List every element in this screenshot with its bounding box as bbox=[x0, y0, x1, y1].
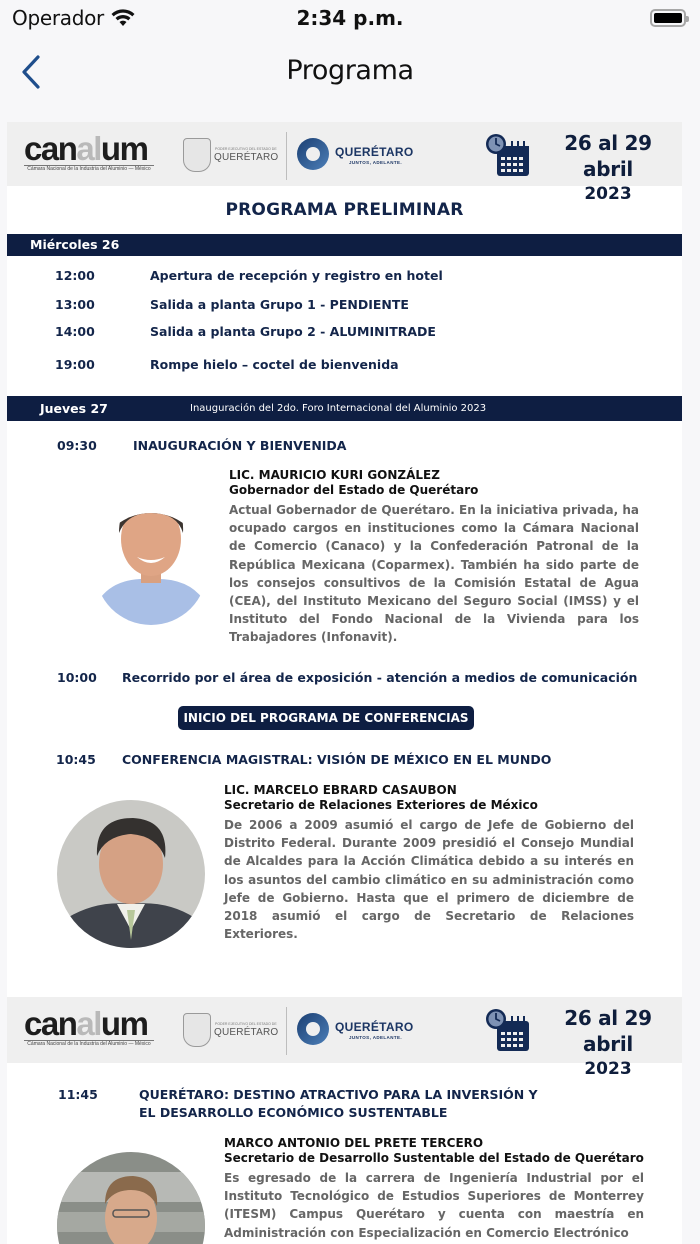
brand-header-page-2 bbox=[7, 997, 682, 1079]
crest-icon bbox=[183, 1013, 211, 1047]
status-bar bbox=[0, 0, 700, 36]
battery-full-icon bbox=[650, 9, 686, 27]
calendar-clock-icon bbox=[485, 132, 531, 178]
logo-divider bbox=[286, 132, 287, 180]
crest-icon bbox=[183, 138, 211, 172]
page-title: Programa bbox=[286, 55, 414, 86]
q-logo-icon bbox=[297, 1013, 329, 1045]
speaker-card-kuri: LIC. MAURICIO KURI GONZÁLEZ Gobernador del Estado de Querétaro Actual Gobernador de Querétaro. En la iniciativa privada, ha ocupado cargos en instituciones como la Cámara Nacional de Comercio (Canaco) y la Confederación Patronal de la República Mexicana (Coparmex). También ha sido parte de los consejos consultivos de la Comisión Estatal de Agua (CEA), del Instituto Mexicano del Seguro Social (IMSS) y el Instituto del Fondo Nacional de la Vivienda para los Trabajadores (Infonavit). bbox=[229, 468, 639, 645]
brand-header bbox=[7, 122, 682, 204]
q-logo-icon bbox=[297, 138, 329, 170]
speaker-card-delprete: MARCO ANTONIO DEL PRETE TERCERO Secretario de Desarrollo Sustentable del Estado de Querétaro Es egresado de la carrera de Ingeniería Industrial por el Instituto Tecnológico de Estudios Superiores de Monterrey (ITESM) Campus Querétaro y cuenta con maestría en Administración con Especialización en Comercio Electrónico bbox=[224, 1136, 644, 1240]
queretaro-government-logo: PODER EJECUTIVO DEL ESTADO DE QUERÉTARO bbox=[183, 138, 275, 172]
speaker-photo-delprete bbox=[57, 1152, 205, 1244]
speaker-photo-kuri bbox=[97, 487, 205, 635]
clock: 2:34 p.m. bbox=[296, 6, 404, 30]
day-header-thursday: Jueves 27 Inauguración del 2do. Foro Internacional del Aluminio 2023 bbox=[7, 396, 682, 421]
day-header-wednesday: Miércoles 26 bbox=[7, 234, 682, 256]
navigation-bar bbox=[0, 36, 700, 108]
speaker-photo-ebrard bbox=[57, 800, 205, 948]
conference-start-badge: INICIO DEL PROGRAMA DE CONFERENCIAS bbox=[178, 706, 474, 730]
event-dates: 26 al 29 abril 2023 bbox=[564, 1006, 652, 1079]
queretaro-brand-logo: QUERÉTARO JUNTOS, ADELANTE. bbox=[297, 1013, 427, 1049]
canalum-logo: canalum Cámara Nacional de la Industria del Aluminio — México bbox=[24, 134, 156, 174]
queretaro-government-logo: PODER EJECUTIVO DEL ESTADO DE QUERÉTARO bbox=[183, 1013, 275, 1047]
speaker-card-ebrard: LIC. MARCELO EBRARD CASAUBON Secretario de Relaciones Exteriores de México De 2006 a 2009 asumió el cargo de Jefe de Gobierno del Distrito Federal. Durante 2009 presidió el Consejo Mundial de Alcaldes para la Acción Climática debido a su interés en los asuntos del cambio climático en su administración como Jefe de Gobierno. Hasta que el primero de diciembre de 2018 asumió el cargo de Secretario de Relaciones Exteriores. bbox=[224, 783, 634, 942]
carrier-label: Operador bbox=[12, 6, 104, 30]
event-dates: 26 al 29 abril 2023 bbox=[564, 131, 652, 204]
logo-divider bbox=[286, 1007, 287, 1055]
calendar-clock-icon bbox=[485, 1007, 531, 1053]
program-document[interactable]: canalum Cámara Nacional de la Industria del Aluminio — México PODER EJECUTIVO DEL ESTADO DE QUERÉTARO QUERÉTARO JUNTOS, ADELANTE. 26 al 29 abril 2023 PROGRAMA PRELIMINAR Miércoles 26 12:00 Apertura de recepción y registro en hotel 13:00 Salida a planta Grupo 1 - PENDIENTE 14:00 Salida a planta Grupo 2 - ALUMINITRADE 19:00 Rompe hielo – coctel de bienvenida Jueves 27 Inauguración del 2do. Foro Internacional del Aluminio 2023 09:30 INAUGURACIÓN Y BIENVENIDA LIC. MAURICIO KURI GONZÁLEZ Gobernador del Estado de Querétaro Actual Gobernador de Querétaro. En la iniciativa privada, ha ocupado cargos en instituciones como la Cámara Nacional de Comercio (Canaco) y la Confederación Patronal de la República Mexicana (Coparmex). También ha sido parte de los consejos consultivos de la Comisión Estatal de Agua (CEA), del Instituto Mexicano del Seguro Social (IMSS) y el Instituto del Fondo Nacional de la Vivienda para los Trabajadores (Infonavit). 10:00 Recorrido por el área de exposición - atención a medios de comunicación INICIO DEL PROGRAMA DE CONFERENCIAS 10:45 CONFERENCIA MAGISTRAL: VISIÓN DE MÉXICO EN EL MUNDO LIC. MARCELO EBRARD CASAUBON Secretario de Relaciones Exteriores de México De 2006 a 2009 asumió el cargo de Jefe de Gobierno del Distrito Federal. Durante 2009 presidió el Consejo Mundial de Alcaldes para la Acción Climática debido a su interés en los asuntos del cambio climático en su administración como Jefe de Gobierno. Hasta que el primero de diciembre de 2018 asumió el cargo de Secretario de Relaciones Exteriores. canalum Cámara Nacional de la Industria del Aluminio — México PODER EJECUTIVO DEL ESTADO DE QUERÉTARO QUERÉTARO JUNTOS, ADELANTE. 26 al 29 abril 2023 11:45 QUERÉTARO: DESTINO ATRACTIVO PARA LA INVERSIÓN Y EL DESARROLLO ECONÓMICO SUSTENTABLE MARCO ANTONIO DEL PRETE TERCERO Secretario de Desarrollo Sustentable del Estado de Querétaro Es egresado de la carrera de Ingeniería Industrial por el Instituto Tecnológico de Estudios Superiores de Monterrey (ITESM) Campus Querétaro y cuenta con maestría en Administración con Especialización en Comercio Electrónico bbox=[7, 122, 682, 1244]
queretaro-brand-logo: QUERÉTARO JUNTOS, ADELANTE. bbox=[297, 138, 427, 174]
program-title: PROGRAMA PRELIMINAR bbox=[225, 200, 464, 220]
canalum-logo: canalum Cámara Nacional de la Industria del Aluminio — México bbox=[24, 1009, 156, 1049]
